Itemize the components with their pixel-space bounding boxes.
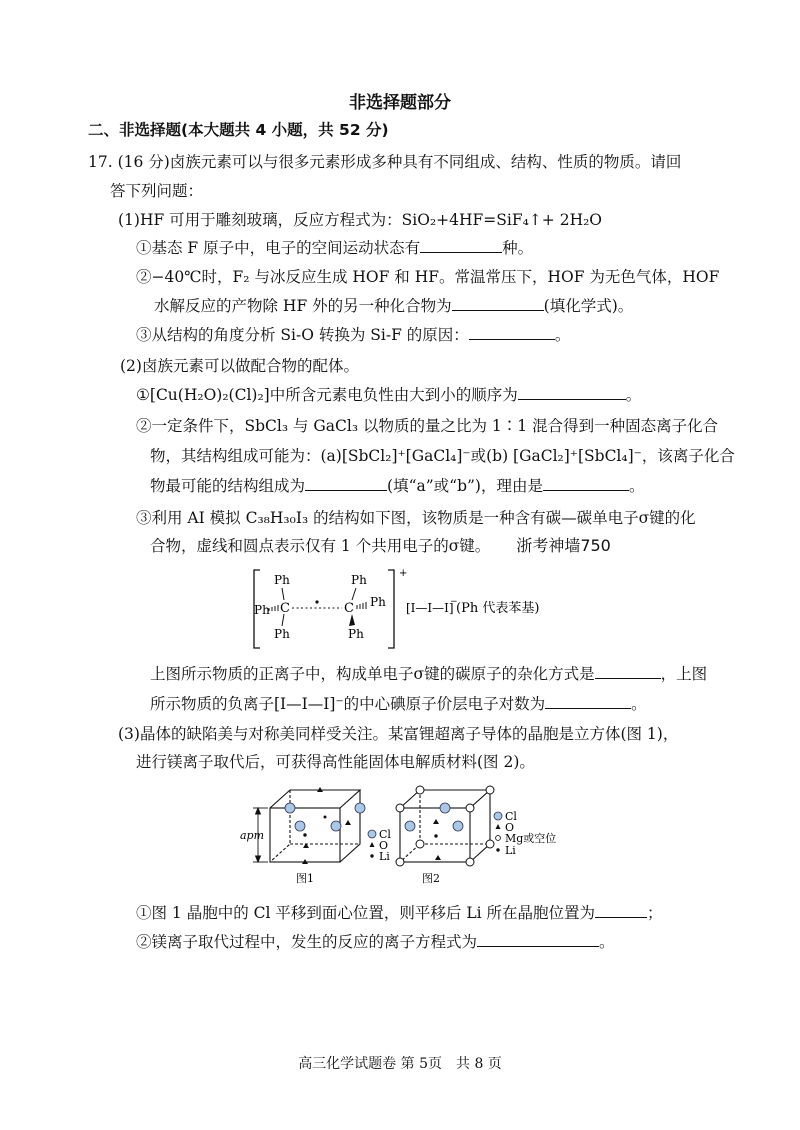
answer-blank[interactable] [305, 476, 387, 491]
part2-question3-iodine-suffix: 。 [631, 695, 647, 713]
ph-note: (Ph 代表苯基) [456, 601, 540, 616]
part2-question3-after-line1 [150, 664, 707, 684]
crystal-cell-figures [240, 778, 557, 890]
part2-question3-hybrid-suffix: ，上图 [660, 665, 708, 683]
part3-question2 [136, 932, 615, 952]
legend-o: O [379, 839, 389, 852]
part1-question2-line1: ②−40℃时，F₂ 与冰反应生成 HOF 和 HF。常温常压下，HOF 为无色气体，HOF [136, 268, 720, 286]
figure1-unit-cell [270, 790, 360, 862]
right-ph-top: Ph [351, 573, 367, 587]
figure2-legend [494, 810, 556, 857]
hashed-bond-right [357, 602, 366, 609]
legend-cl: Cl [379, 828, 391, 841]
legend-mg-marker [496, 836, 501, 841]
part2-question2-suffix: 。 [628, 477, 645, 495]
legend-o-marker [496, 824, 501, 829]
answer-blank[interactable] [545, 694, 631, 709]
left-ph-top: Ph [274, 573, 290, 587]
section-title: 非选择题部分 [349, 93, 451, 113]
part2-question3-text: 合物，虚线和圆点表示仅有 1 个共用电子的σ键。 [150, 537, 491, 555]
answer-blank[interactable] [420, 238, 502, 253]
hashed-bond-left [269, 605, 278, 611]
part2-question3-line1: ③利用 AI 模拟 C₃₈H₃₀I₃ 的结构如下图，该物质是一种含有碳—碳单电子σ键的化 [136, 509, 696, 527]
part2-question3-iodine-text: 所示物质的负离子[I—I—I]⁻的中心碘原子价层电子对数为 [150, 695, 546, 713]
legend-o: O [505, 821, 515, 834]
figure1-legend [368, 828, 391, 863]
answer-blank[interactable] [469, 325, 555, 340]
part1-question3-text: ③从结构的角度分析 Si-O 转换为 Si-F 的原因： [136, 326, 469, 344]
part1-question1-text: ①基态 F 原子中，电子的空间运动状态有 [136, 239, 421, 257]
legend-o-marker [370, 842, 375, 847]
part3-question1-suffix: ； [647, 904, 663, 922]
part2-question3-line2 [150, 536, 611, 556]
part1-question3 [136, 325, 570, 345]
right-ph-bottom: Ph [348, 627, 364, 641]
part3-question1-text: ①图 1 晶胞中的 Cl 平移到面心位置，则平移后 Li 所在晶胞位置为 [136, 904, 595, 922]
part2-question1 [136, 385, 641, 405]
right-bracket [388, 570, 394, 648]
part1-question1-suffix: 种。 [502, 239, 534, 257]
molecule-structure-figure [244, 564, 574, 654]
part1-question2-line2 [154, 296, 633, 316]
part2-question2-line2: 物，其结构组成可能为：(a)[SbCl₂]⁺[GaCl₄]⁻或(b) [GaCl₂]⁺[SbCl₄]⁻，该离子化合 [150, 447, 735, 465]
part1-title: (1)HF 可用于雕刻玻璃，反应方程式为：SiO₂+4HF=SiF₄↑+ 2H₂O [118, 211, 603, 229]
part3-line2: 进行镁离子取代后，可获得高性能固体电解质材料(图 2)。 [136, 753, 535, 771]
part2-question2-mid: (填“a”或“b”)，理由是 [387, 477, 543, 495]
cation-charge: + [399, 568, 408, 579]
right-ph-side: Ph [370, 595, 386, 609]
part2-question1-suffix: 。 [625, 386, 642, 404]
answer-blank[interactable] [518, 385, 626, 400]
part2-question3-hybrid-text: 上图所示物质的正离子中，构成单电子σ键的碳原子的杂化方式是 [150, 665, 595, 683]
legend-li-marker [496, 848, 499, 851]
part3-question1 [136, 903, 663, 923]
legend-li: Li [505, 844, 516, 857]
part2-question2-line1: ②一定条件下，SbCl₃ 与 GaCl₃ 以物质的量之比为 1∶1 混合得到一种固态离子化合 [136, 417, 719, 435]
part1-question2-text: 水解反应的产物除 HF 外的另一种化合物为 [154, 297, 452, 315]
answer-blank[interactable] [452, 296, 544, 311]
legend-li: Li [379, 850, 390, 863]
legend-cl-marker [494, 812, 502, 820]
part1-question2-suffix: (填化学式)。 [543, 297, 634, 315]
legend-cl: Cl [505, 810, 517, 823]
part3-question2-suffix: 。 [599, 933, 615, 951]
apm-label: apm [240, 829, 265, 842]
legend-li-marker [370, 854, 373, 857]
page-footer: 高三化学试题卷 第 5页 共 8 页 [298, 1056, 502, 1072]
part1-question3-suffix: 。 [554, 326, 571, 344]
q17-intro-line1: 17. (16 分)卤族元素可以与很多元素形成多种具有不同组成、结构、性质的物质。请回 [88, 153, 682, 171]
q17-intro-line2: 答下列问题： [110, 182, 204, 200]
bond [282, 588, 284, 600]
part3-question2-text: ②镁离子取代过程中，发生的反应的离子方程式为 [136, 933, 478, 951]
right-carbon: C [344, 601, 354, 616]
answer-blank[interactable] [543, 476, 629, 491]
left-carbon: C [280, 601, 290, 616]
figure1-atoms [285, 787, 365, 864]
anion-charge: − [450, 597, 458, 607]
legend-mg: Mg或空位 [505, 832, 557, 845]
answer-blank[interactable] [477, 932, 599, 947]
figure1-caption: 图1 [296, 872, 314, 885]
part2-question2-line3 [150, 476, 645, 496]
legend-cl-marker [368, 830, 376, 838]
part2-title: (2)卤族元素可以做配合物的配体。 [120, 357, 359, 375]
watermark: 浙考神墙750 [516, 536, 611, 555]
left-ph-side: Ph [254, 603, 270, 617]
part3-line1: (3)晶体的缺陷美与对称美同样受关注。某富锂超离子导体的晶胞是立方体(图 1)， [118, 725, 679, 743]
bond [352, 588, 356, 600]
anion-formula: [I—I—I] [406, 601, 454, 615]
part2-question3-after-line2 [150, 694, 647, 714]
part1-question1 [136, 238, 533, 258]
part-heading: 二、非选择题(本大题共 4 小题，共 52 分) [88, 121, 389, 139]
answer-blank[interactable] [595, 664, 661, 679]
part2-question1-text: ①[Cu(H₂O)₂(Cl)₂]中所含元素电负性由大到小的顺序为 [136, 386, 518, 404]
left-ph-bottom: Ph [274, 627, 290, 641]
part2-question2-text: 物最可能的结构组成为 [150, 477, 306, 495]
figure2-caption: 图2 [422, 872, 440, 885]
single-electron-dot [315, 600, 318, 603]
answer-blank[interactable] [595, 903, 647, 918]
